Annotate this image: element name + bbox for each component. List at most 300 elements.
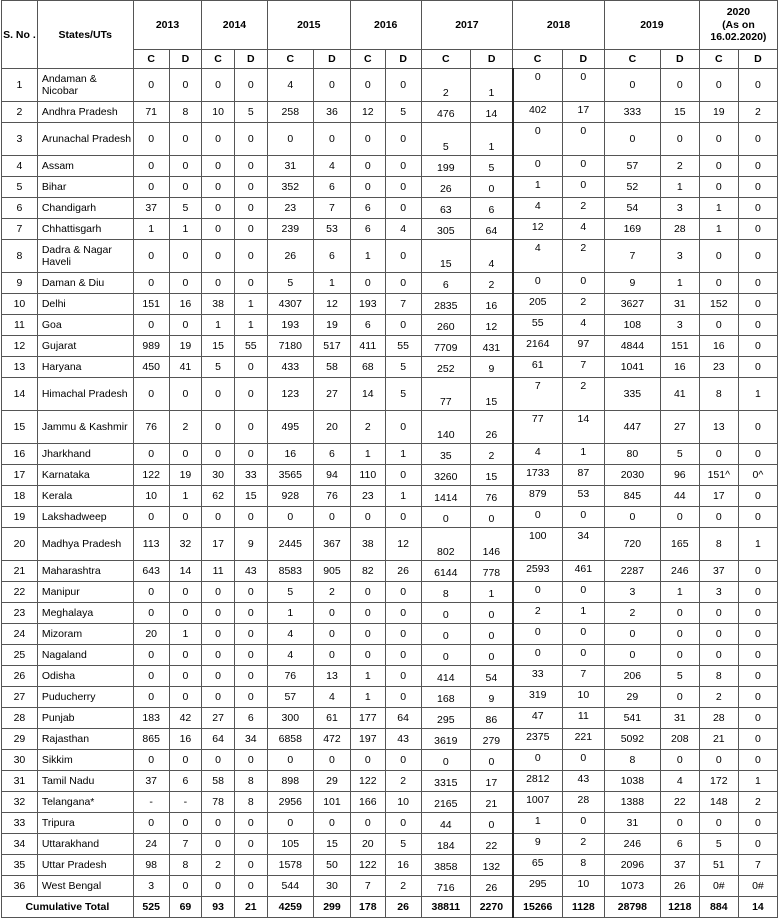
deaths-cell: 1 — [471, 582, 513, 603]
cases-cell: 0 — [350, 69, 385, 102]
deaths-cell: 32 — [169, 528, 202, 561]
cases-cell: 433 — [267, 357, 313, 378]
cases-cell: 10 — [202, 102, 235, 123]
state-name: Daman & Diu — [37, 273, 133, 294]
serial-number: 2 — [2, 102, 38, 123]
deaths-cell: 53 — [562, 486, 604, 507]
deaths-cell: 0 — [738, 444, 777, 465]
cases-cell: 7709 — [421, 336, 471, 357]
cases-cell: 1578 — [267, 855, 313, 876]
cases-cell: 3565 — [267, 465, 313, 486]
cases-cell: 1388 — [604, 792, 660, 813]
deaths-cell: 12 — [385, 528, 421, 561]
table-row — [2, 315, 778, 336]
state-name: Madhya Pradesh — [37, 528, 133, 561]
cases-cell: 16 — [267, 444, 313, 465]
deaths-cell: - — [169, 792, 202, 813]
table-row — [2, 177, 778, 198]
deaths-cell: 778 — [471, 561, 513, 582]
deaths-cell: 246 — [660, 561, 699, 582]
cases-header: C — [699, 50, 738, 69]
deaths-cell: 0# — [738, 876, 777, 897]
cases-cell: 21 — [699, 729, 738, 750]
deaths-cell: 41 — [169, 357, 202, 378]
cases-cell: 0 — [699, 750, 738, 771]
cases-cell: 4307 — [267, 294, 313, 315]
cases-cell: 3260 — [421, 465, 471, 486]
deaths-cell: 0 — [169, 156, 202, 177]
deaths-cell: 22 — [471, 834, 513, 855]
cases-cell: 0 — [133, 240, 169, 273]
cases-cell: 9 — [513, 834, 563, 855]
cases-cell: 177 — [350, 708, 385, 729]
cases-cell: 0 — [133, 645, 169, 666]
deaths-cell: 146 — [471, 528, 513, 561]
cases-header: C — [133, 50, 169, 69]
deaths-cell: 517 — [314, 336, 351, 357]
deaths-cell: 16 — [169, 729, 202, 750]
cases-cell: 184 — [421, 834, 471, 855]
total-label: Cumulative Total — [2, 897, 134, 918]
deaths-cell: 44 — [660, 486, 699, 507]
cases-cell: 1 — [350, 666, 385, 687]
cases-cell: 3 — [133, 876, 169, 897]
deaths-cell: 16 — [660, 357, 699, 378]
cases-cell: 6 — [350, 315, 385, 336]
table-row — [2, 69, 778, 102]
cases-cell: 7 — [604, 240, 660, 273]
cases-cell: 295 — [421, 708, 471, 729]
cases-cell: 260 — [421, 315, 471, 336]
deaths-cell: 0 — [471, 813, 513, 834]
cases-cell: 122 — [350, 771, 385, 792]
deaths-cell: 2 — [562, 378, 604, 411]
deaths-cell: 0 — [562, 645, 604, 666]
state-name: Maharashtra — [37, 561, 133, 582]
deaths-cell: 42 — [169, 708, 202, 729]
deaths-cell: 0 — [169, 315, 202, 336]
deaths-cell: 8 — [169, 102, 202, 123]
deaths-cell: 0 — [738, 357, 777, 378]
table-row — [2, 876, 778, 897]
deaths-cell: 6 — [234, 708, 267, 729]
cases-cell: 0 — [202, 198, 235, 219]
cases-cell: 98 — [133, 855, 169, 876]
deaths-cell: 8 — [562, 855, 604, 876]
deaths-cell: 0 — [234, 645, 267, 666]
deaths-cell: 0 — [738, 687, 777, 708]
cases-cell: 31 — [267, 156, 313, 177]
deaths-cell: 1 — [660, 177, 699, 198]
cases-cell: 0 — [133, 69, 169, 102]
deaths-cell: 6 — [169, 771, 202, 792]
deaths-cell: 2 — [562, 240, 604, 273]
year-header: 2013 — [133, 1, 202, 50]
table-row — [2, 603, 778, 624]
cases-cell: 0 — [133, 177, 169, 198]
deaths-cell: 3 — [660, 240, 699, 273]
deaths-header: D — [562, 50, 604, 69]
deaths-cell: 55 — [385, 336, 421, 357]
year-2020-label: 2020 — [726, 6, 751, 19]
cases-cell: 4 — [267, 624, 313, 645]
state-name: Dadra & Nagar Haveli — [37, 240, 133, 273]
cases-cell: 13 — [699, 411, 738, 444]
deaths-cell: 0 — [234, 357, 267, 378]
serial-number: 4 — [2, 156, 38, 177]
serial-number: 14 — [2, 378, 38, 411]
cases-cell: 15 — [202, 336, 235, 357]
cases-cell: 3619 — [421, 729, 471, 750]
deaths-cell: 0 — [169, 69, 202, 102]
deaths-cell: 12 — [314, 294, 351, 315]
deaths-cell: 17 — [471, 771, 513, 792]
cases-cell: 239 — [267, 219, 313, 240]
deaths-cell: 29 — [314, 771, 351, 792]
cases-cell: 319 — [513, 687, 563, 708]
state-name: Jammu & Kashmir — [37, 411, 133, 444]
cases-cell: 17 — [202, 528, 235, 561]
state-name: Puducherry — [37, 687, 133, 708]
table-row — [2, 729, 778, 750]
cases-header: C — [350, 50, 385, 69]
cases-cell: 16 — [699, 336, 738, 357]
cases-cell: 183 — [133, 708, 169, 729]
deaths-cell: 0 — [314, 69, 351, 102]
cases-cell: 35 — [421, 444, 471, 465]
deaths-cell: 5 — [385, 834, 421, 855]
deaths-cell: 10 — [562, 687, 604, 708]
cases-cell: 37 — [133, 771, 169, 792]
deaths-cell: 0 — [234, 240, 267, 273]
deaths-cell: 0 — [169, 582, 202, 603]
cases-cell: 928 — [267, 486, 313, 507]
cases-cell: 0 — [699, 69, 738, 102]
cases-cell: 1 — [202, 315, 235, 336]
cases-cell: 2 — [699, 687, 738, 708]
cases-cell: 5 — [202, 357, 235, 378]
deaths-cell: 0 — [738, 486, 777, 507]
deaths-cell: 21 — [471, 792, 513, 813]
deaths-cell: 1 — [562, 603, 604, 624]
cases-cell: 0 — [699, 507, 738, 528]
cases-cell: 166 — [350, 792, 385, 813]
deaths-cell: 1 — [234, 294, 267, 315]
cases-cell: 2956 — [267, 792, 313, 813]
cases-cell: 0 — [202, 687, 235, 708]
deaths-cell: 17 — [562, 102, 604, 123]
cases-cell: 17 — [699, 486, 738, 507]
deaths-cell: 14 — [471, 102, 513, 123]
deaths-cell: 3 — [660, 315, 699, 336]
deaths-cell: 0 — [385, 624, 421, 645]
deaths-cell: 0 — [169, 123, 202, 156]
deaths-cell: 26 — [385, 561, 421, 582]
deaths-cell: 0 — [234, 750, 267, 771]
table-row — [2, 708, 778, 729]
cases-cell: 82 — [350, 561, 385, 582]
cases-cell: 0 — [133, 666, 169, 687]
deaths-cell: 0 — [562, 69, 604, 102]
cases-cell: 78 — [202, 792, 235, 813]
cases-cell: 64 — [202, 729, 235, 750]
cases-cell: 1 — [267, 603, 313, 624]
cases-cell: 1041 — [604, 357, 660, 378]
serial-number: 1 — [2, 69, 38, 102]
deaths-cell: 1 — [738, 528, 777, 561]
cases-cell: 0 — [421, 507, 471, 528]
serial-number: 12 — [2, 336, 38, 357]
deaths-cell: 0 — [738, 582, 777, 603]
cases-cell: 0 — [133, 507, 169, 528]
deaths-cell: 0 — [738, 729, 777, 750]
cases-cell: 8 — [699, 378, 738, 411]
state-name: Sikkim — [37, 750, 133, 771]
total-cases-cell: 178 — [350, 897, 385, 918]
cases-cell: 0 — [699, 624, 738, 645]
cases-cell: 197 — [350, 729, 385, 750]
cases-cell: 10 — [133, 486, 169, 507]
total-deaths-cell: 2270 — [471, 897, 513, 918]
cases-cell: 152 — [699, 294, 738, 315]
cases-cell: 0 — [202, 582, 235, 603]
deaths-cell: 1 — [385, 444, 421, 465]
cases-cell: 65 — [513, 855, 563, 876]
cases-cell: 28 — [699, 708, 738, 729]
deaths-cell: 0 — [738, 336, 777, 357]
serial-number: 19 — [2, 507, 38, 528]
cases-cell: 2 — [604, 603, 660, 624]
table-row — [2, 507, 778, 528]
cases-cell: 2445 — [267, 528, 313, 561]
cases-cell: 0 — [513, 156, 563, 177]
deaths-cell: 20 — [314, 411, 351, 444]
table-row — [2, 666, 778, 687]
cases-cell: 0 — [604, 645, 660, 666]
cases-cell: 0 — [604, 69, 660, 102]
cases-cell: 26 — [267, 240, 313, 273]
deaths-cell: 0 — [660, 69, 699, 102]
cases-cell: 0 — [202, 876, 235, 897]
deaths-cell: 0 — [169, 666, 202, 687]
state-name: Delhi — [37, 294, 133, 315]
deaths-cell: 1 — [169, 219, 202, 240]
cases-cell: 20 — [133, 624, 169, 645]
cases-cell: 0 — [202, 603, 235, 624]
serial-number: 7 — [2, 219, 38, 240]
cases-cell: 0 — [202, 378, 235, 411]
cases-cell: 802 — [421, 528, 471, 561]
deaths-cell: 0 — [385, 177, 421, 198]
cases-cell: 2 — [202, 855, 235, 876]
state-name: Gujarat — [37, 336, 133, 357]
cases-cell: 0 — [267, 813, 313, 834]
cases-cell: 2287 — [604, 561, 660, 582]
deaths-cell: 10 — [562, 876, 604, 897]
state-name: Nagaland — [37, 645, 133, 666]
state-name: West Bengal — [37, 876, 133, 897]
cases-cell: 19 — [699, 102, 738, 123]
deaths-cell: 221 — [562, 729, 604, 750]
serial-number: 3 — [2, 123, 38, 156]
deaths-cell: 5 — [385, 357, 421, 378]
cases-cell: 11 — [202, 561, 235, 582]
deaths-cell: 9 — [234, 528, 267, 561]
cases-cell: 1 — [699, 219, 738, 240]
total-cases-cell: 15266 — [513, 897, 563, 918]
deaths-cell: 0 — [660, 624, 699, 645]
cases-cell: 252 — [421, 357, 471, 378]
cases-cell: 0 — [202, 240, 235, 273]
cases-cell: 37 — [699, 561, 738, 582]
state-name: Andhra Pradesh — [37, 102, 133, 123]
deaths-cell: 26 — [660, 876, 699, 897]
table-row — [2, 624, 778, 645]
deaths-cell: 0 — [738, 69, 777, 102]
cases-cell: 0 — [133, 603, 169, 624]
cases-cell: 9 — [604, 273, 660, 294]
cases-cell: 1038 — [604, 771, 660, 792]
deaths-cell: 0 — [562, 813, 604, 834]
state-name: Tamil Nadu — [37, 771, 133, 792]
cases-cell: 77 — [513, 411, 563, 444]
deaths-cell: 61 — [314, 708, 351, 729]
deaths-cell: 31 — [660, 294, 699, 315]
cases-cell: 0 — [350, 177, 385, 198]
cases-cell: 148 — [699, 792, 738, 813]
cases-cell: 0 — [604, 507, 660, 528]
deaths-cell: 0 — [562, 177, 604, 198]
sno-header: S. No . — [2, 1, 38, 69]
deaths-cell: 0 — [738, 561, 777, 582]
deaths-cell: 279 — [471, 729, 513, 750]
deaths-cell: 0 — [738, 834, 777, 855]
deaths-cell: 5 — [169, 198, 202, 219]
deaths-cell: 0 — [562, 624, 604, 645]
cases-cell: 0 — [133, 315, 169, 336]
deaths-cell: 0 — [385, 198, 421, 219]
table-row — [2, 750, 778, 771]
cases-cell: 3 — [604, 582, 660, 603]
deaths-cell: 3 — [660, 198, 699, 219]
cases-cell: 5092 — [604, 729, 660, 750]
cases-cell: 14 — [350, 378, 385, 411]
total-row — [2, 897, 778, 918]
cases-cell: 0 — [421, 603, 471, 624]
cases-cell: 47 — [513, 708, 563, 729]
state-wise-data-table — [1, 0, 778, 918]
deaths-cell: 16 — [385, 855, 421, 876]
cases-cell: 80 — [604, 444, 660, 465]
deaths-cell: 0 — [385, 645, 421, 666]
deaths-cell: 431 — [471, 336, 513, 357]
state-name: Tripura — [37, 813, 133, 834]
deaths-cell: 0 — [660, 750, 699, 771]
deaths-cell: 2 — [314, 582, 351, 603]
deaths-cell: 86 — [471, 708, 513, 729]
cases-cell: 6 — [350, 198, 385, 219]
deaths-cell: 19 — [169, 465, 202, 486]
cases-cell: 76 — [133, 411, 169, 444]
cases-cell: 0 — [202, 411, 235, 444]
deaths-cell: 0 — [385, 240, 421, 273]
cases-cell: 100 — [513, 528, 563, 561]
state-name: Odisha — [37, 666, 133, 687]
deaths-cell: 0 — [385, 315, 421, 336]
cases-cell: 7 — [350, 876, 385, 897]
cases-cell: 63 — [421, 198, 471, 219]
cases-cell: 0 — [699, 273, 738, 294]
deaths-cell: 36 — [314, 102, 351, 123]
cases-cell: 8 — [699, 666, 738, 687]
cases-cell: 865 — [133, 729, 169, 750]
deaths-header: D — [234, 50, 267, 69]
cases-header: C — [267, 50, 313, 69]
cases-cell: 0 — [350, 813, 385, 834]
deaths-cell: 7 — [314, 198, 351, 219]
cases-cell: 4 — [513, 240, 563, 273]
deaths-cell: 0 — [385, 69, 421, 102]
cases-cell: 0 — [267, 507, 313, 528]
deaths-cell: 0 — [234, 444, 267, 465]
deaths-cell: 5 — [660, 666, 699, 687]
deaths-cell: 0 — [738, 708, 777, 729]
deaths-cell: 5 — [385, 102, 421, 123]
deaths-cell: 0 — [314, 645, 351, 666]
table-row — [2, 156, 778, 177]
cases-cell: 62 — [202, 486, 235, 507]
cases-cell: 24 — [133, 834, 169, 855]
deaths-cell: 5 — [660, 444, 699, 465]
total-deaths-cell: 14 — [738, 897, 777, 918]
cases-cell: 7180 — [267, 336, 313, 357]
cases-cell: 300 — [267, 708, 313, 729]
table-row — [2, 645, 778, 666]
deaths-cell: 37 — [660, 855, 699, 876]
deaths-cell: 15 — [660, 102, 699, 123]
year-header-2020 — [699, 1, 777, 50]
deaths-cell: 4 — [471, 240, 513, 273]
deaths-cell: 19 — [314, 315, 351, 336]
cases-cell: 1 — [699, 198, 738, 219]
serial-number: 6 — [2, 198, 38, 219]
deaths-cell: 0 — [385, 603, 421, 624]
deaths-cell: 15 — [234, 486, 267, 507]
deaths-cell: 0^ — [738, 465, 777, 486]
deaths-cell: 0 — [234, 603, 267, 624]
deaths-cell: 0 — [234, 624, 267, 645]
table-row — [2, 561, 778, 582]
cases-cell: 6 — [421, 273, 471, 294]
cases-header: C — [513, 50, 563, 69]
cases-cell: 0 — [350, 750, 385, 771]
cases-cell: 541 — [604, 708, 660, 729]
year-header: 2017 — [421, 1, 513, 50]
cases-cell: 168 — [421, 687, 471, 708]
cases-cell: 0 — [699, 603, 738, 624]
state-header: States/UTs — [37, 1, 133, 69]
deaths-cell: 132 — [471, 855, 513, 876]
year-header: 2014 — [202, 1, 267, 50]
deaths-cell: 0 — [234, 834, 267, 855]
deaths-cell: 0 — [738, 273, 777, 294]
table-row — [2, 294, 778, 315]
serial-number: 24 — [2, 624, 38, 645]
deaths-cell: 54 — [471, 666, 513, 687]
deaths-cell: 2 — [169, 411, 202, 444]
cases-cell: 8 — [604, 750, 660, 771]
cases-cell: 76 — [267, 666, 313, 687]
